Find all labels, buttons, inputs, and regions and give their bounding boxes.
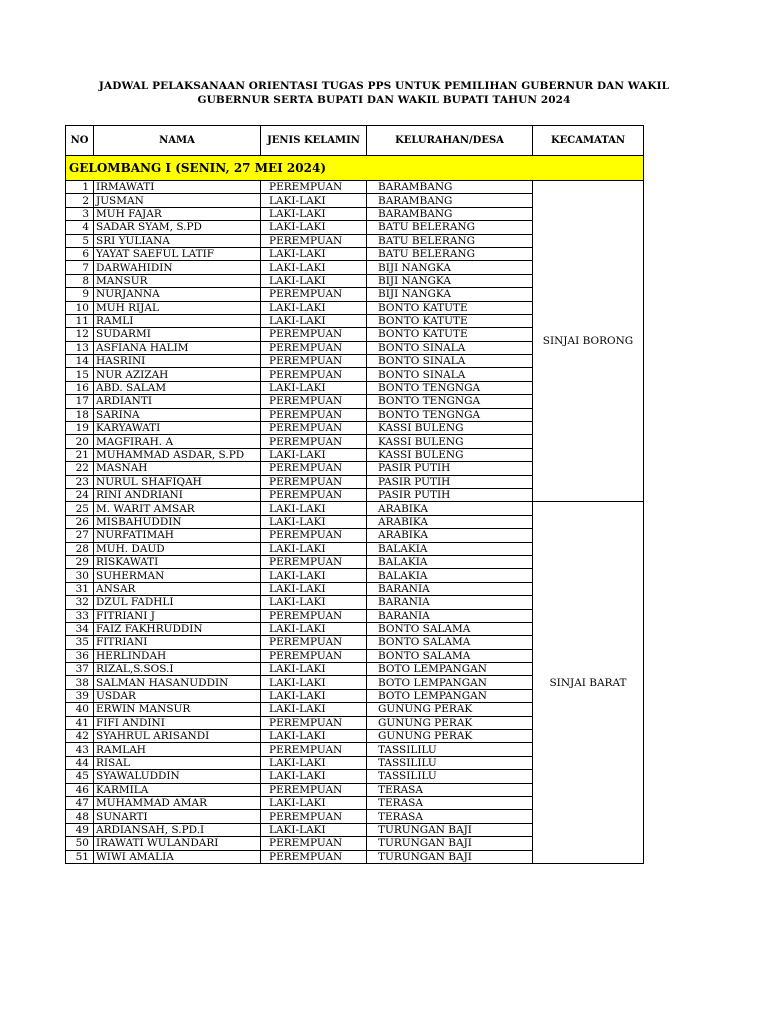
row-name: SALMAN HASANUDDIN: [94, 676, 261, 689]
row-name: DARWAHIDIN: [94, 261, 261, 274]
row-village: BARANIA: [367, 582, 533, 595]
row-number: 6: [66, 247, 94, 260]
header-nama: NAMA: [94, 126, 261, 156]
row-village: BATU BELERANG: [367, 221, 533, 234]
table-row: [66, 502, 644, 515]
row-gender: LAKI-LAKI: [261, 221, 367, 234]
row-number: 40: [66, 703, 94, 716]
row-number: 22: [66, 462, 94, 475]
row-number: 42: [66, 730, 94, 743]
row-gender: PEREMPUAN: [261, 529, 367, 542]
row-number: 17: [66, 395, 94, 408]
row-number: 7: [66, 261, 94, 274]
row-gender: LAKI-LAKI: [261, 663, 367, 676]
row-gender: LAKI-LAKI: [261, 582, 367, 595]
row-village: BONTO SALAMA: [367, 649, 533, 662]
row-village: BONTO TENGNGA: [367, 395, 533, 408]
kecamatan-cell: SINJAI BARAT: [533, 502, 644, 864]
row-gender: LAKI-LAKI: [261, 542, 367, 555]
row-number: 9: [66, 288, 94, 301]
row-village: BONTO KATUTE: [367, 301, 533, 314]
row-village: BONTO TENGNGA: [367, 408, 533, 421]
row-gender: LAKI-LAKI: [261, 314, 367, 327]
row-number: 32: [66, 596, 94, 609]
row-name: ERWIN MANSUR: [94, 703, 261, 716]
row-name: IRMAWATI: [94, 181, 261, 194]
row-number: 39: [66, 689, 94, 702]
row-gender: LAKI-LAKI: [261, 515, 367, 528]
row-number: 21: [66, 448, 94, 461]
row-village: BARANIA: [367, 609, 533, 622]
row-gender: PEREMPUAN: [261, 609, 367, 622]
row-village: KASSI BULENG: [367, 448, 533, 461]
row-village: BONTO SALAMA: [367, 622, 533, 635]
row-number: 33: [66, 609, 94, 622]
row-name: SARINA: [94, 408, 261, 421]
row-name: FITRIANI: [94, 636, 261, 649]
row-village: BONTO SINALA: [367, 355, 533, 368]
row-number: 3: [66, 207, 94, 220]
row-name: IRAWATI WULANDARI: [94, 837, 261, 850]
row-gender: LAKI-LAKI: [261, 247, 367, 260]
row-gender: LAKI-LAKI: [261, 756, 367, 769]
row-number: 28: [66, 542, 94, 555]
row-village: PASIR PUTIH: [367, 475, 533, 488]
row-gender: PEREMPUAN: [261, 435, 367, 448]
row-village: TURUNGAN BAJI: [367, 850, 533, 863]
title-line-2: GUBERNUR SERTA BUPATI DAN WAKIL BUPATI TAHUN 2024: [197, 94, 571, 106]
row-village: BONTO TENGNGA: [367, 381, 533, 394]
row-name: SUNARTI: [94, 810, 261, 823]
row-village: ARABIKA: [367, 515, 533, 528]
row-name: MASNAH: [94, 462, 261, 475]
row-village: BOTO LEMPANGAN: [367, 663, 533, 676]
row-village: BATU BELERANG: [367, 234, 533, 247]
row-name: ARDIANTI: [94, 395, 261, 408]
row-name: JUSMAN: [94, 194, 261, 207]
row-name: M. WARIT AMSAR: [94, 502, 261, 515]
row-name: RIZAL,S.SOS.I: [94, 663, 261, 676]
row-name: YAYAT SAEFUL LATIF: [94, 247, 261, 260]
row-name: MANSUR: [94, 274, 261, 287]
row-village: BONTO SINALA: [367, 341, 533, 354]
row-village: ARABIKA: [367, 502, 533, 515]
row-number: 18: [66, 408, 94, 421]
row-number: 12: [66, 328, 94, 341]
row-village: BALAKIA: [367, 555, 533, 568]
row-gender: PEREMPUAN: [261, 181, 367, 194]
row-name: SUHERMAN: [94, 569, 261, 582]
row-name: MUH FAJAR: [94, 207, 261, 220]
row-village: BIJI NANGKA: [367, 274, 533, 287]
row-number: 24: [66, 488, 94, 501]
row-gender: LAKI-LAKI: [261, 823, 367, 836]
header-jenis-kelamin: JENIS KELAMIN: [261, 126, 367, 156]
row-name: KARYAWATI: [94, 422, 261, 435]
row-name: ARDIANSAH, S.PD.I: [94, 823, 261, 836]
row-gender: PEREMPUAN: [261, 475, 367, 488]
row-name: MUH. DAUD: [94, 542, 261, 555]
row-name: FIFI ANDINI: [94, 716, 261, 729]
row-gender: PEREMPUAN: [261, 355, 367, 368]
row-gender: PEREMPUAN: [261, 488, 367, 501]
kecamatan-cell: SINJAI BORONG: [533, 181, 644, 502]
row-number: 29: [66, 555, 94, 568]
row-number: 43: [66, 743, 94, 756]
row-village: BALAKIA: [367, 569, 533, 582]
row-number: 46: [66, 783, 94, 796]
row-gender: LAKI-LAKI: [261, 730, 367, 743]
row-number: 45: [66, 770, 94, 783]
row-name: WIWI AMALIA: [94, 850, 261, 863]
row-gender: PEREMPUAN: [261, 636, 367, 649]
row-village: TERASA: [367, 810, 533, 823]
row-gender: LAKI-LAKI: [261, 796, 367, 809]
row-number: 5: [66, 234, 94, 247]
row-gender: PEREMPUAN: [261, 462, 367, 475]
row-number: 25: [66, 502, 94, 515]
row-gender: PEREMPUAN: [261, 555, 367, 568]
row-name: ANSAR: [94, 582, 261, 595]
row-gender: LAKI-LAKI: [261, 770, 367, 783]
row-name: USDAR: [94, 689, 261, 702]
table-row: [66, 181, 644, 194]
row-number: 26: [66, 515, 94, 528]
row-village: BOTO LEMPANGAN: [367, 689, 533, 702]
row-number: 49: [66, 823, 94, 836]
row-number: 23: [66, 475, 94, 488]
header-row: [66, 126, 644, 156]
row-gender: LAKI-LAKI: [261, 448, 367, 461]
row-number: 51: [66, 850, 94, 863]
row-name: KARMILA: [94, 783, 261, 796]
row-village: BIJI NANGKA: [367, 288, 533, 301]
header-no: NO: [66, 126, 94, 156]
row-gender: LAKI-LAKI: [261, 569, 367, 582]
row-village: ARABIKA: [367, 529, 533, 542]
row-gender: PEREMPUAN: [261, 649, 367, 662]
row-name: SUDARMI: [94, 328, 261, 341]
row-village: BONTO SALAMA: [367, 636, 533, 649]
row-name: RISKAWATI: [94, 555, 261, 568]
document-title: [60, 79, 708, 107]
row-number: 36: [66, 649, 94, 662]
row-name: ASFIANA HALIM: [94, 341, 261, 354]
schedule-table: [65, 125, 644, 864]
row-name: DZUL FADHLI: [94, 596, 261, 609]
row-gender: LAKI-LAKI: [261, 261, 367, 274]
row-number: 14: [66, 355, 94, 368]
row-name: SYAWALUDDIN: [94, 770, 261, 783]
row-name: MUHAMMAD ASDAR, S.PD: [94, 448, 261, 461]
row-village: GUNUNG PERAK: [367, 730, 533, 743]
row-name: MUHAMMAD AMAR: [94, 796, 261, 809]
row-village: BARAMBANG: [367, 181, 533, 194]
row-gender: LAKI-LAKI: [261, 274, 367, 287]
row-number: 34: [66, 622, 94, 635]
row-village: GUNUNG PERAK: [367, 703, 533, 716]
row-gender: LAKI-LAKI: [261, 703, 367, 716]
row-name: SRI YULIANA: [94, 234, 261, 247]
header-kecamatan: KECAMATAN: [533, 126, 644, 156]
row-village: BATU BELERANG: [367, 247, 533, 260]
row-name: FAIZ FAKHRUDDIN: [94, 622, 261, 635]
row-number: 13: [66, 341, 94, 354]
row-number: 30: [66, 569, 94, 582]
row-village: TASSILILU: [367, 770, 533, 783]
row-name: MUH RIJAL: [94, 301, 261, 314]
row-village: KASSI BULENG: [367, 422, 533, 435]
row-number: 27: [66, 529, 94, 542]
wave-label: GELOMBANG I (SENIN, 27 MEI 2024): [66, 156, 644, 181]
row-name: SYAHRUL ARISANDI: [94, 730, 261, 743]
row-gender: PEREMPUAN: [261, 395, 367, 408]
row-number: 8: [66, 274, 94, 287]
row-number: 37: [66, 663, 94, 676]
row-village: TERASA: [367, 783, 533, 796]
row-gender: PEREMPUAN: [261, 422, 367, 435]
row-number: 10: [66, 301, 94, 314]
row-number: 48: [66, 810, 94, 823]
row-name: RAMLAH: [94, 743, 261, 756]
row-number: 50: [66, 837, 94, 850]
header-desa: KELURAHAN/DESA: [367, 126, 533, 156]
row-number: 20: [66, 435, 94, 448]
row-name: HASRINI: [94, 355, 261, 368]
title-line-1: JADWAL PELAKSANAAN ORIENTASI TUGAS PPS UNTUK PEMILIHAN GUBERNUR DAN WAKIL: [98, 80, 670, 92]
row-gender: PEREMPUAN: [261, 408, 367, 421]
row-number: 4: [66, 221, 94, 234]
row-number: 11: [66, 314, 94, 327]
row-name: NUR AZIZAH: [94, 368, 261, 381]
row-gender: LAKI-LAKI: [261, 689, 367, 702]
row-gender: PEREMPUAN: [261, 716, 367, 729]
row-number: 19: [66, 422, 94, 435]
row-village: BONTO KATUTE: [367, 314, 533, 327]
row-name: NURJANNA: [94, 288, 261, 301]
row-gender: LAKI-LAKI: [261, 381, 367, 394]
row-number: 38: [66, 676, 94, 689]
row-village: BARANIA: [367, 596, 533, 609]
wave-banner-row: [66, 156, 644, 181]
row-village: TASSILILU: [367, 756, 533, 769]
row-village: PASIR PUTIH: [367, 462, 533, 475]
row-village: BOTO LEMPANGAN: [367, 676, 533, 689]
row-name: HERLINDAH: [94, 649, 261, 662]
row-village: BONTO SINALA: [367, 368, 533, 381]
row-number: 1: [66, 181, 94, 194]
row-number: 16: [66, 381, 94, 394]
row-gender: PEREMPUAN: [261, 837, 367, 850]
row-number: 31: [66, 582, 94, 595]
row-village: BARAMBANG: [367, 207, 533, 220]
row-gender: PEREMPUAN: [261, 341, 367, 354]
row-village: BALAKIA: [367, 542, 533, 555]
row-number: 47: [66, 796, 94, 809]
row-gender: LAKI-LAKI: [261, 676, 367, 689]
row-village: TASSILILU: [367, 743, 533, 756]
row-name: NURUL SHAFIQAH: [94, 475, 261, 488]
row-name: SADAR SYAM, S.PD: [94, 221, 261, 234]
row-name: RAMLI: [94, 314, 261, 327]
row-name: RISAL: [94, 756, 261, 769]
row-gender: LAKI-LAKI: [261, 502, 367, 515]
row-name: NURFATIMAH: [94, 529, 261, 542]
row-gender: PEREMPUAN: [261, 288, 367, 301]
row-village: BARAMBANG: [367, 194, 533, 207]
row-gender: LAKI-LAKI: [261, 622, 367, 635]
row-village: TURUNGAN BAJI: [367, 837, 533, 850]
row-gender: PEREMPUAN: [261, 328, 367, 341]
row-name: ABD. SALAM: [94, 381, 261, 394]
row-village: BIJI NANGKA: [367, 261, 533, 274]
row-number: 44: [66, 756, 94, 769]
row-number: 2: [66, 194, 94, 207]
row-gender: PEREMPUAN: [261, 234, 367, 247]
row-number: 41: [66, 716, 94, 729]
row-gender: LAKI-LAKI: [261, 207, 367, 220]
row-gender: PEREMPUAN: [261, 368, 367, 381]
row-village: GUNUNG PERAK: [367, 716, 533, 729]
row-gender: PEREMPUAN: [261, 743, 367, 756]
row-name: RINI ANDRIANI: [94, 488, 261, 501]
row-gender: LAKI-LAKI: [261, 301, 367, 314]
row-number: 35: [66, 636, 94, 649]
row-name: MAGFIRAH. A: [94, 435, 261, 448]
row-gender: LAKI-LAKI: [261, 194, 367, 207]
row-number: 15: [66, 368, 94, 381]
row-gender: PEREMPUAN: [261, 850, 367, 863]
row-name: MISBAHUDDIN: [94, 515, 261, 528]
row-village: BONTO KATUTE: [367, 328, 533, 341]
row-village: TERASA: [367, 796, 533, 809]
row-village: TURUNGAN BAJI: [367, 823, 533, 836]
row-gender: LAKI-LAKI: [261, 596, 367, 609]
row-gender: PEREMPUAN: [261, 783, 367, 796]
row-gender: PEREMPUAN: [261, 810, 367, 823]
row-village: PASIR PUTIH: [367, 488, 533, 501]
row-village: KASSI BULENG: [367, 435, 533, 448]
row-name: FITRIANI J: [94, 609, 261, 622]
